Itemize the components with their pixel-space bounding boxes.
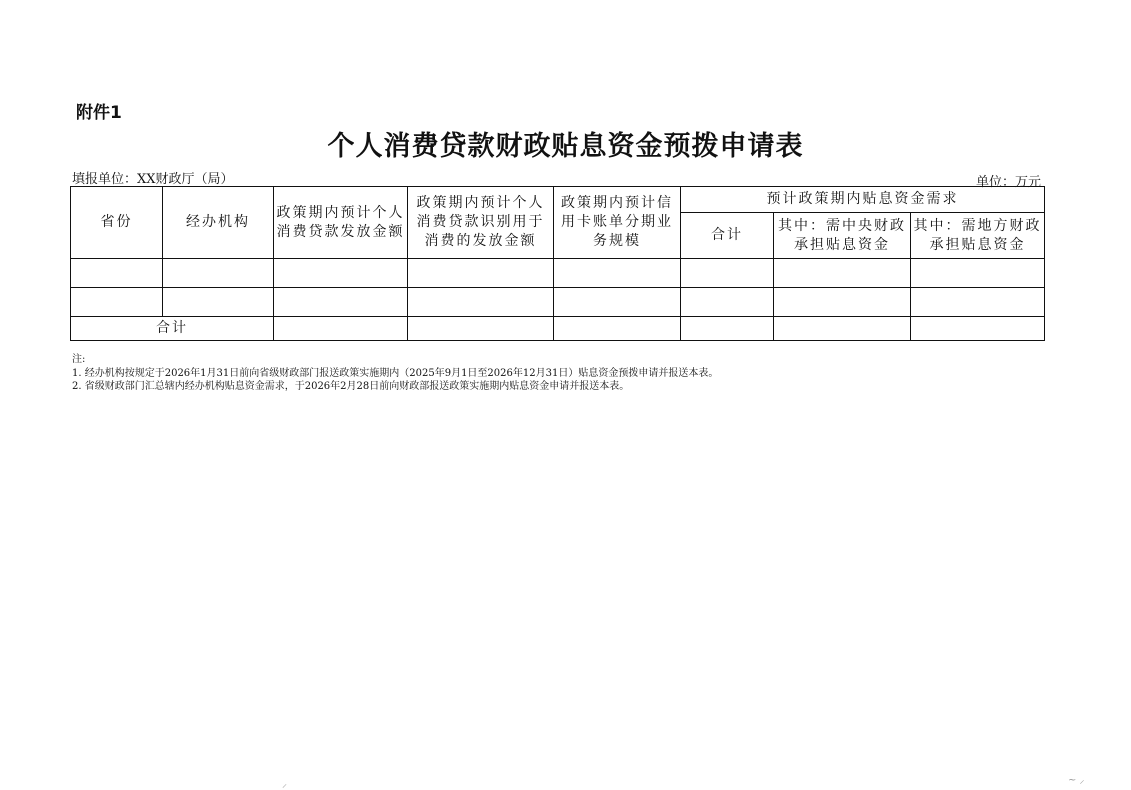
table-cell[interactable] (774, 317, 911, 341)
scan-mark: ⸝ (282, 779, 287, 790)
unit-label: 单位：万元 (975, 175, 1041, 190)
table-cell[interactable] (274, 288, 408, 317)
header-local: 其中：需地方财政承担贴息资金 (911, 213, 1045, 259)
header-subsidy-group: 预计政策期内贴息资金需求 (681, 187, 1045, 213)
table-cell[interactable] (911, 288, 1045, 317)
header-credit-card: 政策期内预计信用卡账单分期业务规模 (554, 187, 681, 259)
table-row (71, 288, 1045, 317)
header-subsidy-total: 合计 (681, 213, 774, 259)
table-cell[interactable] (554, 317, 681, 341)
application-table (70, 186, 1045, 341)
filling-unit: 填报单位：XX财政厅（局） (72, 172, 234, 187)
header-expected-issue: 政策期内预计个人消费贷款发放金额 (274, 187, 408, 259)
header-agency: 经办机构 (163, 187, 274, 259)
table-cell[interactable] (408, 288, 554, 317)
attachment-label: 附件1 (76, 103, 122, 123)
scan-mark: ~ ⸝ (1068, 775, 1085, 786)
notes (72, 353, 718, 394)
table-cell[interactable] (681, 259, 774, 288)
header-expected-identified: 政策期内预计个人消费贷款识别用于消费的发放金额 (408, 187, 554, 259)
table-cell[interactable] (274, 317, 408, 341)
table-cell[interactable] (163, 259, 274, 288)
note-item-2: 2. 省级财政部门汇总辖内经办机构贴息资金需求，于2026年2月28日前向财政部报送政策实施期内贴息资金申请并报送本表。 (72, 381, 630, 392)
table-cell[interactable] (408, 259, 554, 288)
table-cell[interactable] (681, 317, 774, 341)
table-cell[interactable] (681, 288, 774, 317)
total-label: 合计 (71, 317, 274, 341)
header-province: 省份 (71, 187, 163, 259)
table-cell[interactable] (911, 317, 1045, 341)
table-cell[interactable] (71, 259, 163, 288)
table-cell[interactable] (274, 259, 408, 288)
table-cell[interactable] (554, 288, 681, 317)
table-cell[interactable] (163, 288, 274, 317)
table-row (71, 259, 1045, 288)
document-title: 个人消费贷款财政贴息资金预拨申请表 (327, 131, 804, 162)
table-cell[interactable] (911, 259, 1045, 288)
table-cell[interactable] (774, 288, 911, 317)
table-cell[interactable] (71, 288, 163, 317)
total-row (71, 317, 1045, 341)
table-cell[interactable] (554, 259, 681, 288)
table-cell[interactable] (408, 317, 554, 341)
table-cell[interactable] (774, 259, 911, 288)
header-central: 其中：需中央财政承担贴息资金 (774, 213, 911, 259)
note-item-1: 1. 经办机构按规定于2026年1月31日前向省级财政部门报送政策实施期内（2025年9月1日至2026年12月31日）贴息资金预拨申请并报送本表。 (72, 367, 719, 379)
notes-label: 注: (72, 354, 86, 365)
